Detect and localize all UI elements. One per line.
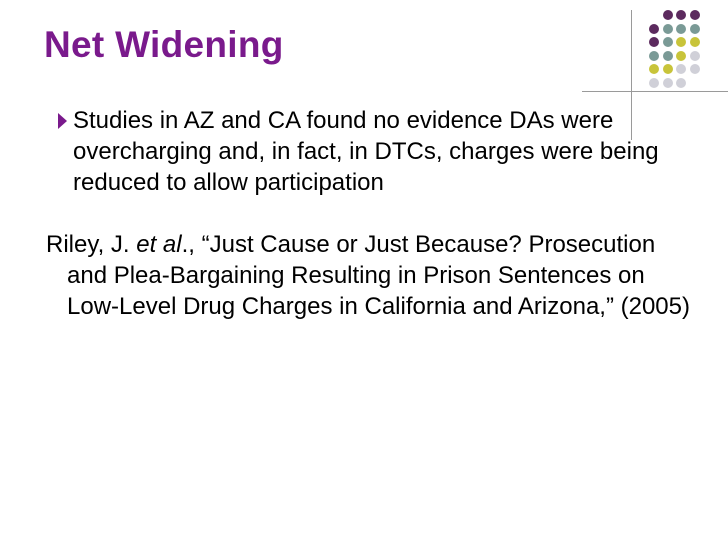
citation-rest: ., “Just Cause or Just Because? Prosecution and Plea-Bargaining Resulting in Prison Sentences on Low-Level Drug Charges in California and Arizona,” (2005): [67, 231, 690, 320]
decorative-dot: [649, 37, 659, 47]
slide-body: [46, 105, 690, 322]
decorative-dot: [676, 64, 686, 74]
decorative-dot: [676, 10, 686, 20]
decorative-dot: [690, 64, 700, 74]
decorative-dot: [676, 37, 686, 47]
decorative-dot: [663, 51, 673, 61]
decorative-dot: [649, 64, 659, 74]
decorative-dot: [690, 37, 700, 47]
decorative-dot: [676, 51, 686, 61]
slide-title: Net Widening: [44, 24, 284, 65]
citation-author: Riley, J.: [46, 231, 137, 258]
decorative-dot: [663, 24, 673, 34]
decorative-dot: [649, 51, 659, 61]
decorative-dot: [690, 10, 700, 20]
decorative-dot: [649, 24, 659, 34]
triangle-bullet-icon: [58, 113, 67, 129]
citation-etal: et al: [136, 231, 182, 258]
decorative-dot: [663, 64, 673, 74]
decorative-dot: [690, 24, 700, 34]
decorative-dot: [663, 37, 673, 47]
decorative-dot: [690, 51, 700, 61]
decorative-dot: [663, 78, 673, 88]
decorative-dot: [649, 78, 659, 88]
bullet-item: [52, 105, 672, 198]
citation: [46, 229, 693, 322]
decorative-dot: [676, 78, 686, 88]
decorative-dot: [676, 24, 686, 34]
decorative-dot: [663, 10, 673, 20]
bullet-text: Studies in AZ and CA found no evidence DAs were overcharging and, in fact, in DTCs, charges were being reduced to allow participation: [73, 107, 659, 196]
